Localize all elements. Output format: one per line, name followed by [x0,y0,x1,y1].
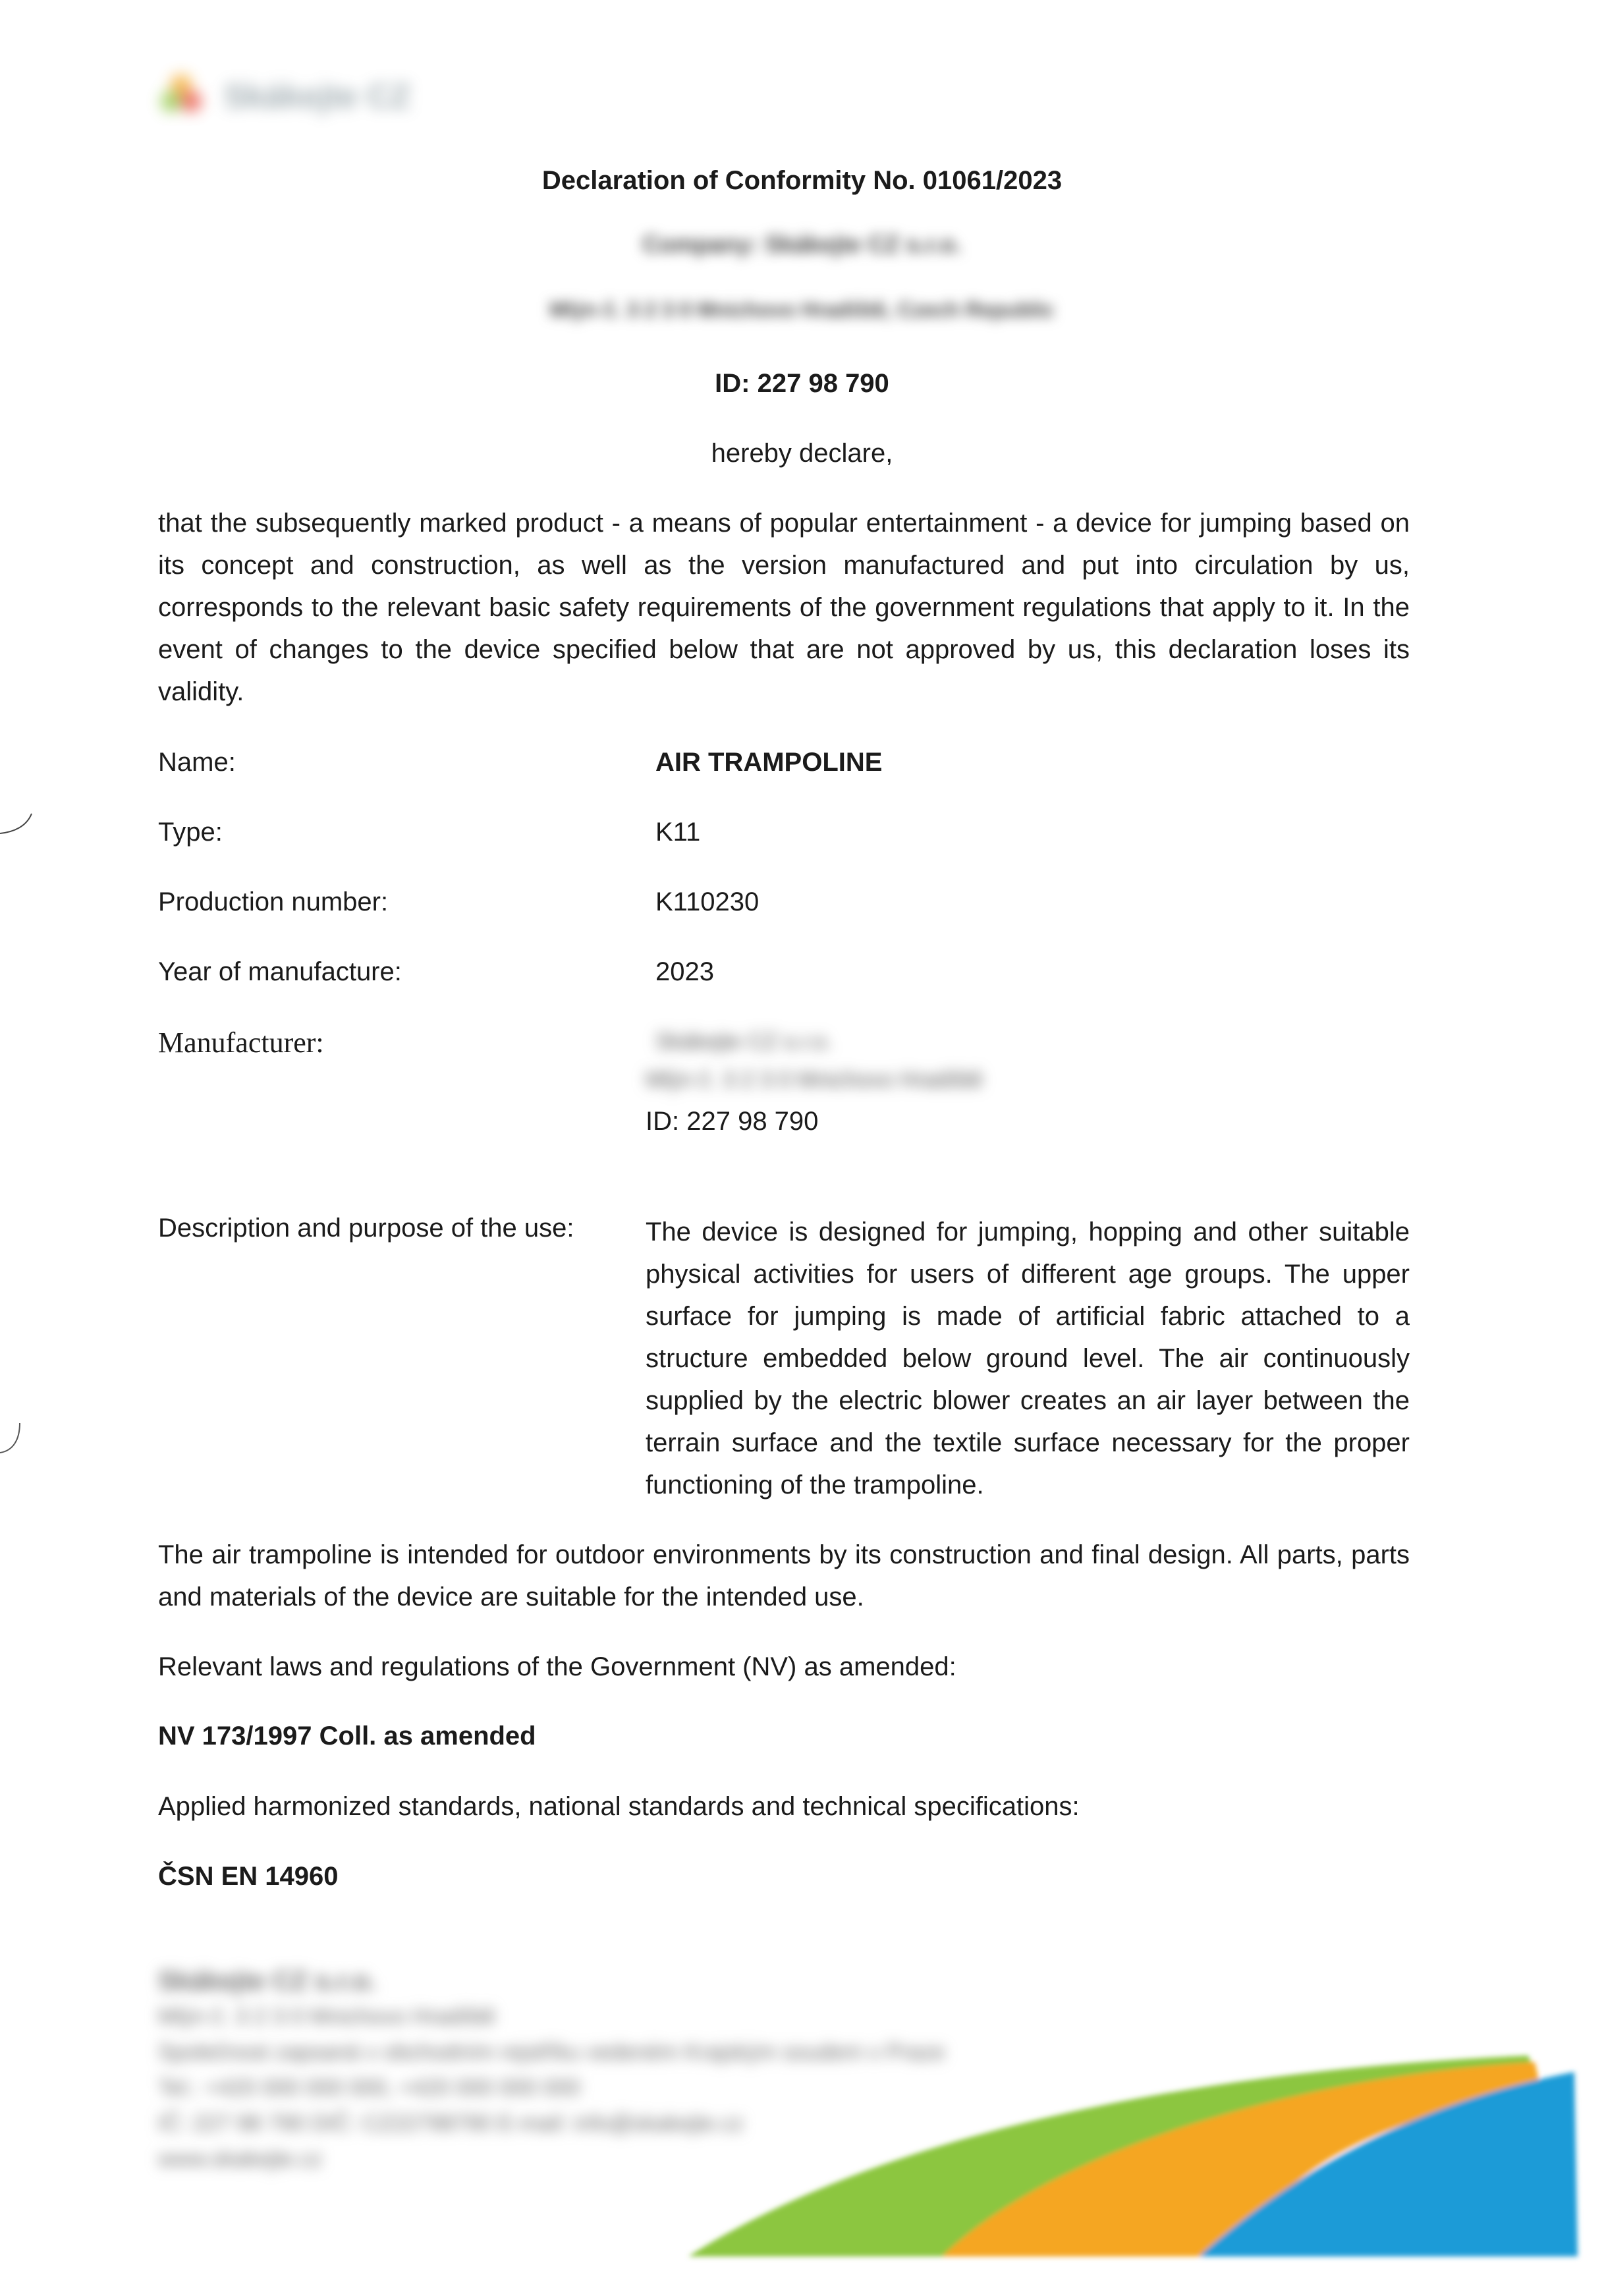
name-label: Name: [158,748,236,777]
manufacturer-address: Mlýn č. 3 2 3 0 Mnichovo Hradiště [646,1067,983,1092]
intended-use-paragraph: The air trampoline is intended for outdoor environments by its construction and final design. All parts, parts and materials of the device are suitable for the intended use. [158,1540,1410,1611]
document-title: Declaration of Conformity No. 01061/2023 [541,166,1063,195]
manufacturer-label: Manufacturer: [158,1026,324,1059]
footer-address: Mlýn č. 3 2 3 0 Mnichovo Hradiště [158,2004,496,2029]
description-value: The device is designed for jumping, hopping and other suitable physical activities for users of different age groups. The upper surface for jumping is made of artificial fabric attached to a structure embedded below ground level. The air continuously supplied by the electric blower creates an air layer between the terrain surface and the textile surface necessary for the proper functioning of the trampoline. [646,1218,1410,1499]
address-line: Mlýn č. 3 2 3 0 Mnichovo Hradiště, Czech Republic [549,298,1055,322]
standard-reference: ČSN EN 14960 [158,1862,339,1891]
law-reference: NV 173/1997 Coll. as amended [158,1722,536,1750]
intro-paragraph: that the subsequently marked product - a means of popular entertainment - a device for jumping based on its concept and construction, as well as the version manufactured and put into circulation by us, corresponds to the relevant basic safety requirements of the government regulations that apply to it. In the event of changes to the device specified below that are not approved by us, this declaration loses its validity. [158,509,1410,706]
type-value: K11 [655,818,701,847]
declare-line: hereby declare, [711,439,893,468]
footer-company: Skákejte CZ s.r.o. [158,1967,377,1996]
footer-registry: Společnost zapsaná v obchodním rejstříku vedeném Krajským soudem v Praze [158,2040,945,2065]
manufacturer-name: Skákejte CZ s.r.o. [655,1029,833,1054]
production-number-value: K110230 [655,887,760,916]
year-label: Year of manufacture: [158,957,402,986]
manufacturer-id: ID: 227 98 790 [646,1107,819,1136]
year-value: 2023 [655,957,714,986]
scan-edge-mark-lower [0,1416,40,1463]
footer-ids: IČ: 227 98 790 DIČ: CZ22798790 E-mail: info@skakejte.cz [158,2111,744,2136]
footer-phone: Tel.: +420 000 000 000, +420 000 000 000 [158,2075,580,2100]
name-value: AIR TRAMPOLINE [655,748,883,777]
logo-wordmark: Skákejte CZ [224,78,411,115]
laws-heading: Relevant laws and regulations of the Government (NV) as amended: [158,1652,956,1681]
production-number-label: Production number: [158,887,389,916]
company-line: Company: Skákejte CZ s.r.o. [642,231,962,258]
description-label: Description and purpose of the use: [158,1214,574,1243]
company-id: ID: 227 98 790 [715,369,889,398]
type-label: Type: [158,818,223,847]
standards-heading: Applied harmonized standards, national standards and technical specifications: [158,1792,1080,1821]
footer-web: www.skakejte.cz [158,2146,323,2171]
scan-edge-mark [0,807,40,847]
